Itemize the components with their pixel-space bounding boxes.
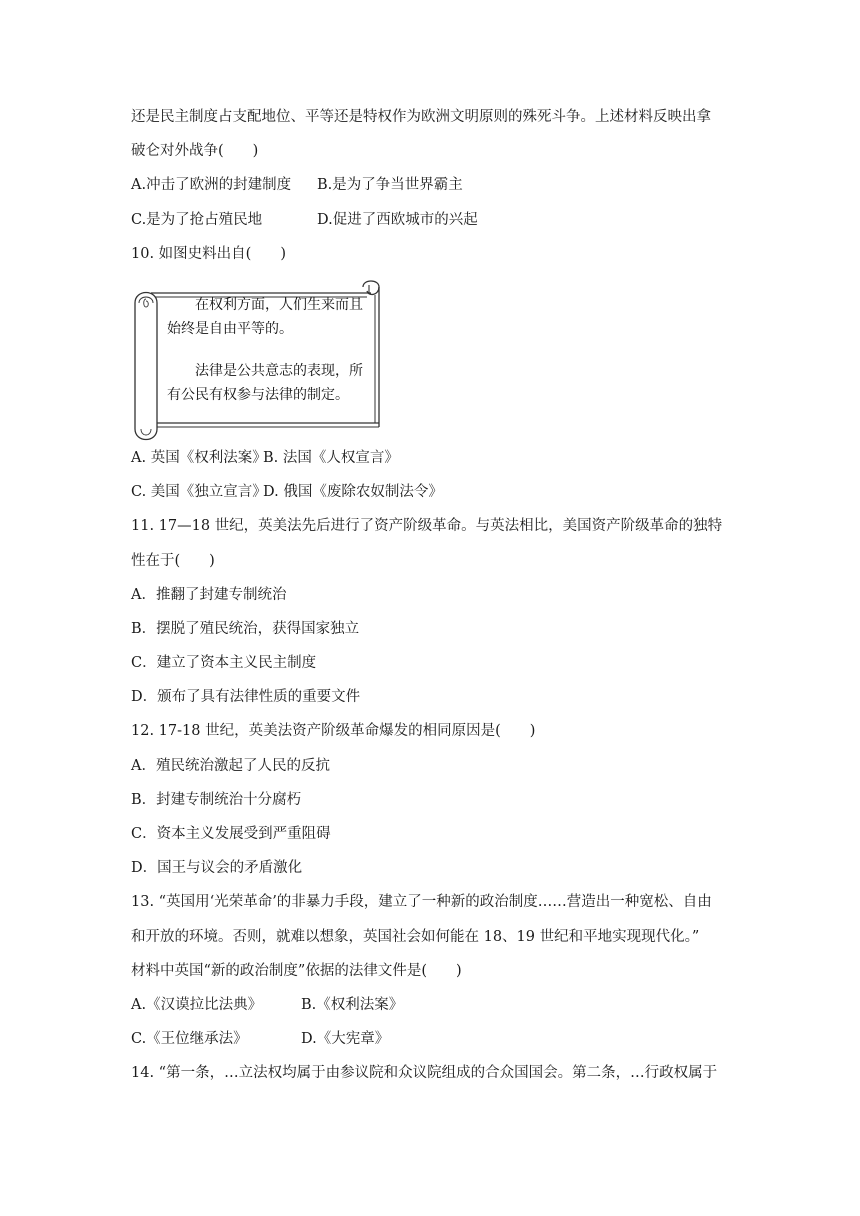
- q10-option-a: A. 英国《权利法案》: [131, 449, 267, 466]
- q9-line-1: 还是民主制度占支配地位、平等还是特权作为欧洲文明原则的殊死斗争。上述材料反映出拿: [131, 109, 711, 125]
- q10-option-b: B. 法国《人权宣言》: [263, 449, 399, 466]
- q10-options-row-2: [131, 475, 741, 509]
- q11-option-d: D．颁布了具有法律性质的重要文件: [131, 689, 361, 706]
- exam-page: [131, 100, 741, 1091]
- scroll-para2-line1: 法律是公共意志的表现，所: [195, 362, 363, 379]
- q12-stem: 12. 17-18 世纪，英美法资产阶级革命爆发的相同原因是( ): [131, 723, 536, 740]
- q9-option-d: D.促进了西欧城市的兴起: [317, 211, 478, 228]
- q14-line-1: 14. “第一条，…立法权均属于由参议院和众议院组成的合众国国会。第二条，…行政权属于: [131, 1065, 718, 1082]
- q10-option-c: C. 美国《独立宣言》: [131, 484, 267, 501]
- q11-option-c: C．建立了资本主义民主制度: [131, 655, 317, 672]
- q9-options-row-2: [131, 203, 741, 237]
- scroll-para2-line2: 有公民有权参与法律的制定。: [167, 386, 349, 403]
- q13-line-3: 材料中英国“新的政治制度”依据的法律文件是( ): [131, 962, 462, 979]
- q13-options-row-1: [131, 988, 741, 1022]
- q13-options-row-2: [131, 1022, 741, 1056]
- q9-option-a: A.冲击了欧洲的封建制度: [131, 177, 292, 194]
- q9-option-c: C.是为了抢占殖民地: [131, 211, 263, 228]
- q10-stem: 10. 如图史料出自( ): [131, 245, 286, 262]
- scroll-text: [167, 293, 377, 407]
- q13-option-c: C.《王位继承法》: [131, 1031, 248, 1048]
- q13-option-b: B.《权利法案》: [301, 996, 404, 1013]
- q12-option-d: D．国王与议会的矛盾激化: [131, 860, 303, 877]
- q9-option-b: B.是为了争当世界霸主: [317, 177, 463, 194]
- q13-line-1: 13. “英国用‘光荣革命’的非暴力手段，建立了一种新的政治制度……营造出一种宽松、自由: [131, 894, 712, 911]
- q10-figure: [131, 271, 741, 441]
- q12-option-b: B．封建专制统治十分腐朽: [131, 791, 302, 808]
- scroll-para1-line1: 在权利方面，人们生来而且: [195, 296, 363, 313]
- scroll-para1-line2: 始终是自由平等的。: [167, 320, 293, 337]
- q13-option-d: D.《大宪章》: [301, 1031, 390, 1048]
- q13-line-2: 和开放的环境。否则，就难以想象，英国社会如何能在 18、19 世纪和平地实现现代化。”: [131, 928, 700, 945]
- q13-option-a: A.《汉谟拉比法典》: [131, 996, 263, 1013]
- q11-line-2: 性在于( ): [131, 552, 215, 569]
- q12-option-c: C．资本主义发展受到严重阻碍: [131, 826, 331, 842]
- q11-line-1: 11. 17—18 世纪，英美法先后进行了资产阶级革命。与英法相比，美国资产阶级革命的独特: [131, 518, 723, 535]
- q10-option-d: D. 俄国《废除农奴制法令》: [263, 484, 443, 501]
- q10-options-row-1: [131, 441, 741, 475]
- q11-option-a: A．推翻了封建专制统治: [131, 586, 287, 603]
- q11-option-b: B．摆脱了殖民统治，获得国家独立: [131, 620, 360, 637]
- q12-option-a: A．殖民统治激起了人民的反抗: [131, 757, 330, 774]
- q9-options-row-1: [131, 168, 741, 202]
- q9-line-2: 破仑对外战争( ): [131, 143, 259, 160]
